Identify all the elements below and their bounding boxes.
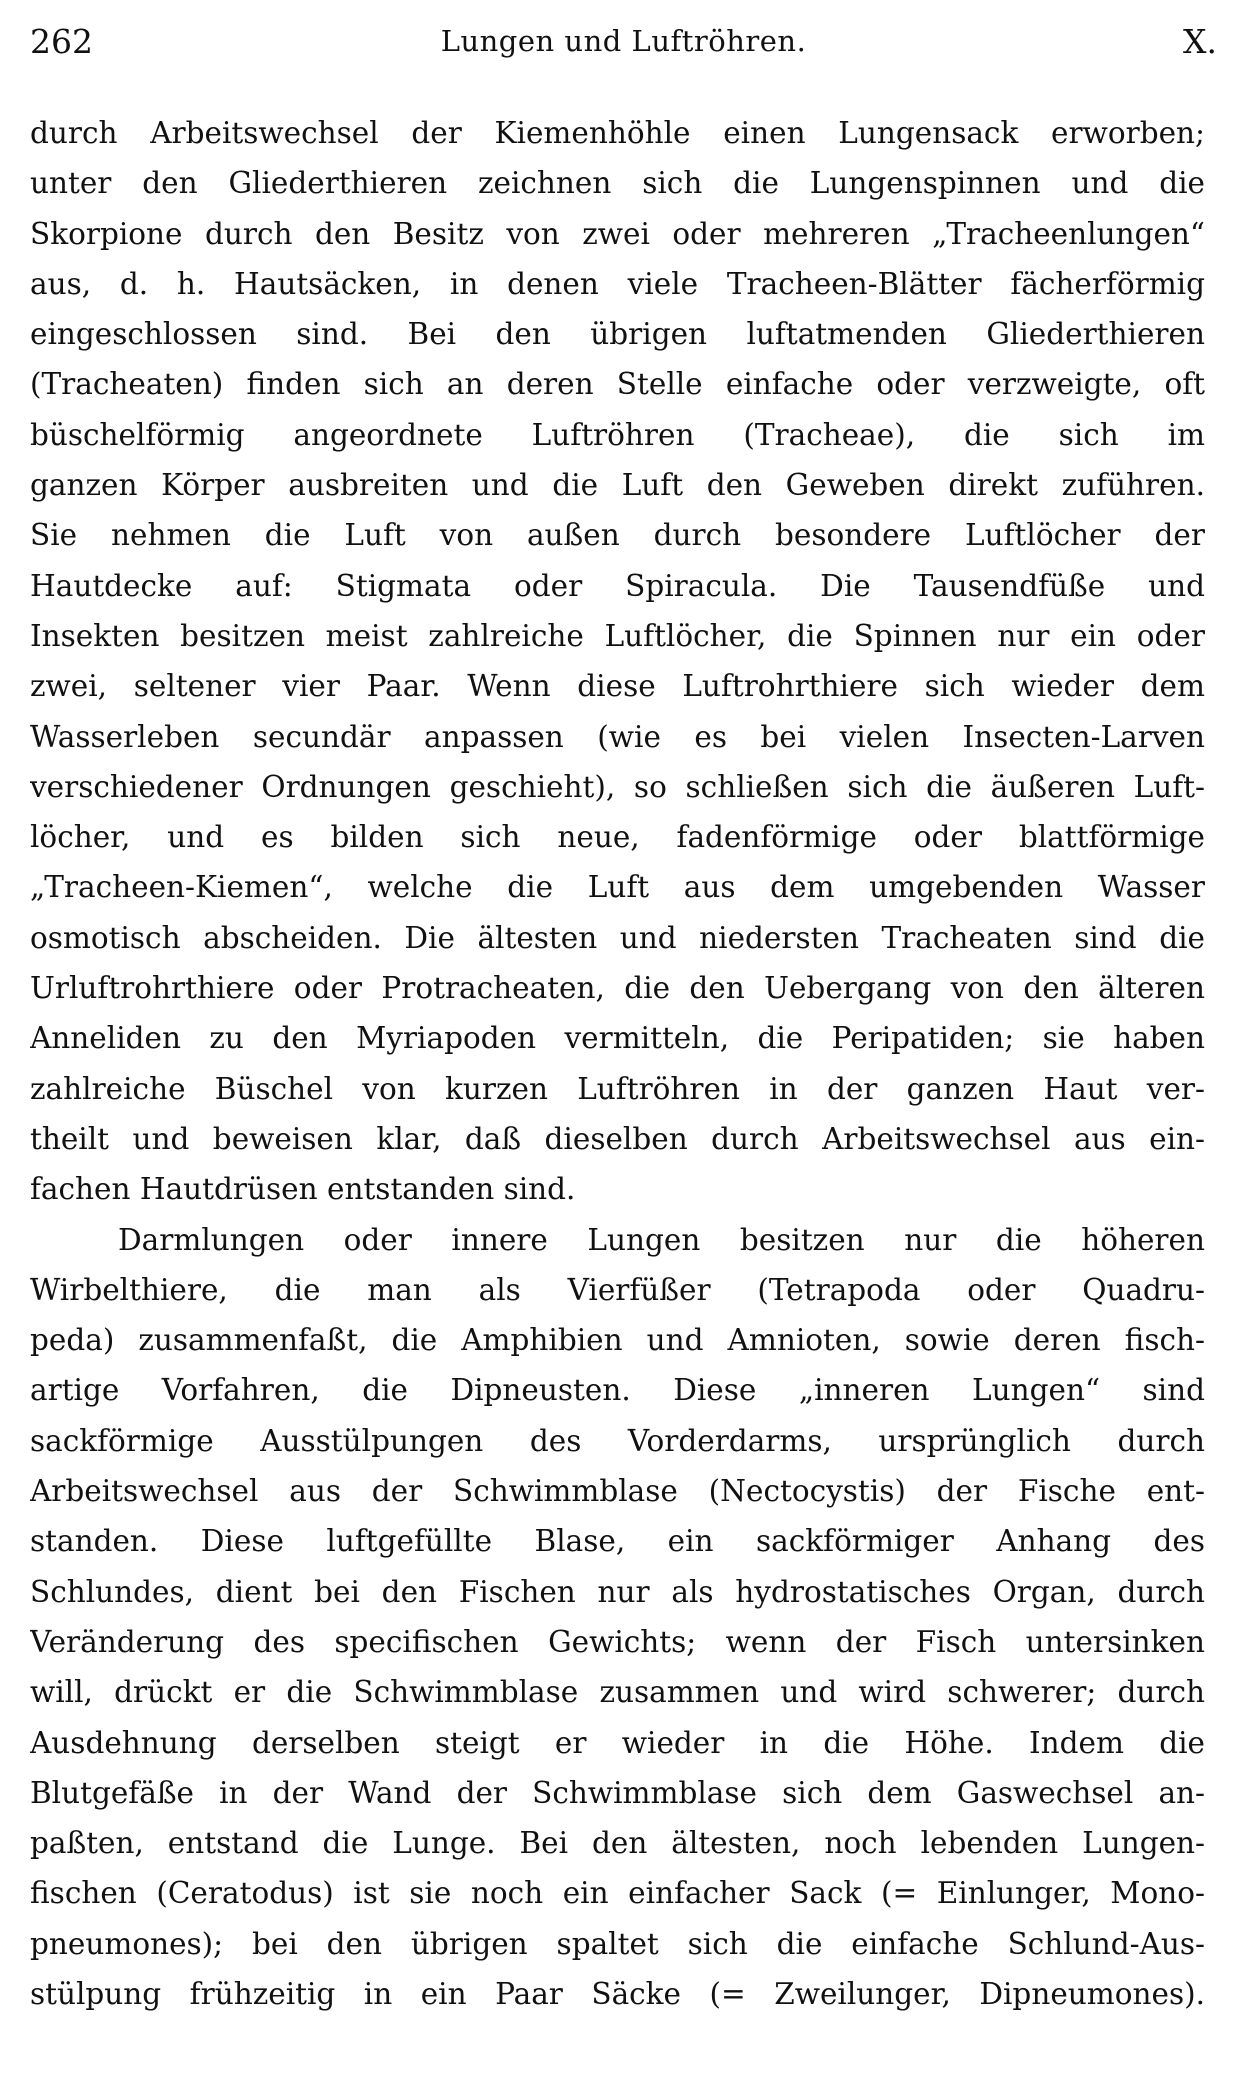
body-text bbox=[30, 108, 1205, 2019]
text-line: ganzen Körper ausbreiten und die Luft den Geweben direkt zuführen. bbox=[30, 468, 1205, 503]
text-line: Skorpione durch den Besitz von zwei oder mehreren „Tracheenlungen“ bbox=[30, 216, 1205, 251]
text-line: durch Arbeitswechsel der Kiemenhöhle einen Lungensack erworben; bbox=[30, 116, 1205, 150]
text-line: Schlundes, dient bei den Fischen nur als hydrostatisches Organ, durch bbox=[30, 1574, 1205, 1609]
text-line: zahlreiche Büschel von kurzen Luftröhren in der ganzen Haut ver- bbox=[30, 1071, 1205, 1106]
text-line: Blutgefäße in der Wand der Schwimmblase sich dem Gaswechsel an- bbox=[30, 1775, 1205, 1810]
text-line: büschelförmig angeordnete Luftröhren (Tracheae), die sich im bbox=[30, 417, 1205, 452]
page-header bbox=[30, 22, 1217, 72]
text-line-paragraph-end: fachen Hautdrüsen entstanden sind. bbox=[30, 1172, 576, 1207]
text-line: Anneliden zu den Myriapoden vermitteln, die Peripatiden; sie haben bbox=[30, 1021, 1205, 1056]
text-line: zwei, seltener vier Paar. Wenn diese Luftrohrthiere sich wieder dem bbox=[30, 669, 1205, 704]
page-number: 262 bbox=[30, 22, 93, 61]
text-line: osmotisch abscheiden. Die ältesten und niedersten Tracheaten sind die bbox=[30, 920, 1205, 955]
text-line: löcher, und es bilden sich neue, fadenförmige oder blattförmige bbox=[30, 820, 1205, 855]
text-line: peda) zusammenfaßt, die Amphibien und Amnioten, sowie deren fisch- bbox=[30, 1323, 1205, 1358]
text-line: artige Vorfahren, die Dipneusten. Diese „inneren Lungen“ sind bbox=[30, 1373, 1205, 1408]
text-line: aus, d. h. Hautsäcken, in denen viele Tracheen-Blätter fächerförmig bbox=[30, 266, 1205, 301]
text-line: will, drückt er die Schwimmblase zusammen und wird schwerer; durch bbox=[30, 1675, 1205, 1710]
text-line: Arbeitswechsel aus der Schwimmblase (Nectocystis) der Fische ent- bbox=[30, 1474, 1205, 1509]
text-line: theilt und beweisen klar, daß dieselben durch Arbeitswechsel aus ein- bbox=[30, 1121, 1205, 1156]
text-line: fischen (Ceratodus) ist sie noch ein einfacher Sack (= Einlunger, Mono- bbox=[30, 1876, 1205, 1911]
text-line: Wirbelthiere, die man als Vierfüßer (Tetrapoda oder Quadru- bbox=[30, 1272, 1205, 1307]
text-line: verschiedener Ordnungen geschieht), so schließen sich die äußeren Luft- bbox=[30, 769, 1205, 804]
text-line: pneumones); bei den übrigen spaltet sich die einfache Schlund-Aus- bbox=[30, 1926, 1205, 1961]
text-line: Urluftrohrthiere oder Protracheaten, die den Uebergang von den älteren bbox=[30, 971, 1205, 1006]
text-line: unter den Gliederthieren zeichnen sich die Lungenspinnen und die bbox=[30, 166, 1205, 201]
text-line: Sie nehmen die Luft von außen durch besondere Luftlöcher der bbox=[30, 518, 1205, 553]
running-title: Lungen und Luftröhren. bbox=[440, 24, 807, 58]
text-line: „Tracheen-Kiemen“, welche die Luft aus dem umgebenden Wasser bbox=[30, 870, 1205, 905]
chapter-number: X. bbox=[1183, 22, 1217, 61]
text-line: standen. Diese luftgefüllte Blase, ein sackförmiger Anhang des bbox=[30, 1524, 1205, 1559]
text-line-paragraph-start: Darmlungen oder innere Lungen besitzen nur die höheren bbox=[118, 1222, 1205, 1257]
text-line: Insekten besitzen meist zahlreiche Luftlöcher, die Spinnen nur ein oder bbox=[30, 618, 1205, 653]
text-line: Hautdecke auf: Stigmata oder Spiracula. Die Tausendfüße und bbox=[30, 568, 1205, 603]
text-line: Veränderung des specifischen Gewichts; wenn der Fisch untersinken bbox=[30, 1624, 1205, 1659]
text-line: (Tracheaten) finden sich an deren Stelle einfache oder verzweigte, oft bbox=[30, 367, 1205, 402]
text-line: stülpung frühzeitig in ein Paar Säcke (= Zweilunger, Dipneumones). bbox=[30, 1976, 1205, 2011]
text-line: Ausdehnung derselben steigt er wieder in die Höhe. Indem die bbox=[30, 1725, 1205, 1760]
text-line: sackförmige Ausstülpungen des Vorderdarms, ursprünglich durch bbox=[30, 1423, 1205, 1458]
text-line: eingeschlossen sind. Bei den übrigen luftatmenden Gliederthieren bbox=[30, 317, 1205, 352]
text-line: paßten, entstand die Lunge. Bei den ältesten, noch lebenden Lungen- bbox=[30, 1826, 1205, 1861]
text-line: Wasserleben secundär anpassen (wie es bei vielen Insecten-Larven bbox=[30, 719, 1205, 754]
